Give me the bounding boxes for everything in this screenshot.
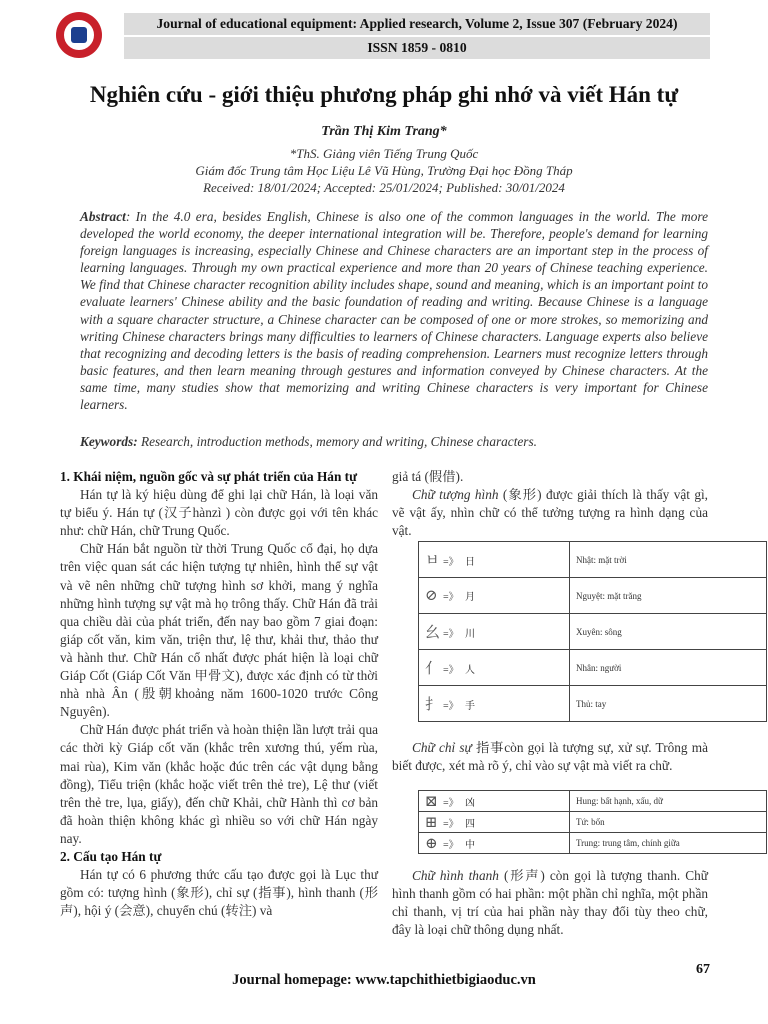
glyph-cell xyxy=(419,650,570,686)
right-column-mid xyxy=(392,739,708,775)
table-row xyxy=(419,614,767,650)
continued-text: giả tá (假借). xyxy=(392,469,464,484)
ancient-glyph-icon: ⊕ xyxy=(425,835,438,852)
ancient-glyph-icon: ⺅ xyxy=(425,661,441,677)
modern-character: 手 xyxy=(465,701,475,712)
meaning-cell: Hung: bất hạnh, xấu, dữ xyxy=(570,791,767,812)
right-column-bottom xyxy=(392,867,708,939)
abstract-text: : In the 4.0 era, besides English, Chinese is also one of the common languages in the world. The more developed the world economy, the deeper international integration will be. Therefore, people's demand for learning foreign languages is increasing, especially Chinese and Chinese characters are an important step in the process of learning languages. Through my own practical experience and more than 20 years of Chinese teaching experience. We find that Chinese character recognition ability includes shape, sound and meaning, which is an important point to evaluate learners' Chinese ability and the basic foundation of reading and writing. Because Chinese is a language with a square character structure, a Chinese character can be composed of one or more strokes, so memorizing and writing Chinese characters brings many difficulties to learners of Chinese characters. Language experts also believe that recognizing and decoding letters is the basis of reading comprehension. Learners must recognize letters through basic features, and then learn meaning through gestures and information conveyed by Chinese characters. At the same time, many studies show that memorizing and writing Chinese characters is very important for Chinese learners. xyxy=(80,209,708,413)
journal-homepage: Journal homepage: www.tapchithietbigiaoduc.vn xyxy=(232,972,536,988)
meaning-cell: Nguyệt: mặt trăng xyxy=(570,578,767,614)
left-column xyxy=(60,468,378,920)
table-row xyxy=(419,833,767,854)
ancient-glyph-icon: ⺘ xyxy=(425,697,441,713)
table-row xyxy=(419,791,767,812)
author-name: Trần Thị Kim Trang* xyxy=(321,124,447,139)
meaning-cell: Xuyên: sông xyxy=(570,614,767,650)
glyph-cell xyxy=(419,578,570,614)
paragraph-tuong-hinh: Chữ tượng hình (象形) được giải thích là thấy vật gì, vẽ vật ấy, nhìn chữ có thể tưởng tượng ra hình dạng của vật. xyxy=(392,487,708,539)
section-heading-2: 2. Cấu tạo Hán tự xyxy=(60,848,162,864)
arrow-label: =》 xyxy=(443,629,459,640)
article-title: Nghiên cứu - giới thiệu phương pháp ghi nhớ và viết Hán tự xyxy=(89,82,679,107)
logo-emblem-icon xyxy=(62,18,96,52)
glyph-cell xyxy=(419,686,570,722)
arrow-label: =》 xyxy=(443,557,459,568)
ancient-glyph-icon: ⊘ xyxy=(425,588,438,604)
issn-bar: ISSN 1859 - 0810 xyxy=(124,37,710,59)
ancient-glyph-icon: ⊞ xyxy=(425,814,438,831)
journal-logo xyxy=(56,12,102,58)
ancient-glyph-icon: ⺓ xyxy=(425,625,441,641)
keywords-label: Keywords: xyxy=(80,434,138,449)
table-row xyxy=(419,542,767,578)
modern-character: 川 xyxy=(465,629,475,640)
glyph-cell xyxy=(419,812,570,833)
right-column-top xyxy=(392,468,708,540)
term-chi-su: Chữ chỉ sự xyxy=(412,740,472,755)
paragraph: Hán tự có 6 phương thức cấu tạo được gọi là Lục thư gồm có: tượng hình (象形), chỉ sự (指事), hình thanh (形声), hội ý (会意), chuyển chú (转注) và xyxy=(60,867,378,919)
modern-character: 人 xyxy=(465,665,475,676)
indicative-table xyxy=(418,790,767,854)
journal-citation-bar: Journal of educational equipment: Applied research, Volume 2, Issue 307 (February 2024) xyxy=(124,13,710,35)
modern-character: 日 xyxy=(465,557,475,568)
arrow-label: =》 xyxy=(443,701,459,712)
meaning-cell: Nhật: mặt trời xyxy=(570,542,767,578)
article-dates: Received: 18/01/2024; Accepted: 25/01/2024; Published: 30/01/2024 xyxy=(203,180,565,195)
section-heading-1: 1. Khái niệm, nguồn gốc và sự phát triển của Hán tự xyxy=(60,469,358,484)
paragraph-chi-su: Chữ chỉ sự 指事còn gọi là tượng sự, xử sự. Trông mà biết được, xét mà rõ ý, chỉ vào sự vật mà viết ra chữ. xyxy=(392,740,708,774)
keywords-text: Research, introduction methods, memory and writing, Chinese characters. xyxy=(137,434,537,449)
page-number: 67 xyxy=(696,962,710,977)
glyph-cell xyxy=(419,614,570,650)
abstract-label: Abstract xyxy=(80,209,126,224)
meaning-cell: Thủ: tay xyxy=(570,686,767,722)
modern-character: 月 xyxy=(465,592,475,603)
affiliation-line-2: Giám đốc Trung tâm Học Liệu Lê Vũ Hùng, Trường Đại học Đồng Tháp xyxy=(195,163,573,178)
table-row xyxy=(419,812,767,833)
arrow-label: =》 xyxy=(443,797,459,809)
arrow-label: =》 xyxy=(443,665,459,676)
modern-character: 四 xyxy=(465,818,475,830)
modern-character: 中 xyxy=(465,839,475,851)
term-hinh-thanh: Chữ hình thanh xyxy=(412,868,499,883)
ancient-glyph-icon: ㅂ xyxy=(425,553,440,569)
term-tuong-hinh: Chữ tượng hình xyxy=(412,487,499,503)
table-row xyxy=(419,686,767,722)
table-row xyxy=(419,650,767,686)
meaning-cell: Nhân: người xyxy=(570,650,767,686)
meaning-cell: Trung: trung tâm, chính giữa xyxy=(570,833,767,854)
arrow-label: =》 xyxy=(443,592,459,603)
modern-character: 凶 xyxy=(465,797,475,809)
paragraph-hinh-thanh: Chữ hình thanh (形声) còn gọi là tượng thanh. Chữ hình thanh gồm có hai phần: một phần chỉ nghĩa, một phần chỉ thanh, vị trí của hai phần này thay đổi tùy theo chữ, đây là loại chữ thông dụng nhất. xyxy=(392,868,708,938)
paragraph: Hán tự là ký hiệu dùng để ghi lại chữ Hán, là loại văn tự biểu ý. Hán tự (汉子hànzì ) còn được gọi với tên khác như: chữ Hán, chữ Trung Quốc. xyxy=(60,487,378,539)
arrow-label: =》 xyxy=(443,839,459,851)
keywords xyxy=(80,434,708,450)
abstract xyxy=(80,208,708,413)
pictograph-table xyxy=(418,541,767,722)
paragraph: Chữ Hán bắt nguồn từ thời Trung Quốc cổ đại, họ dựa trên việc quan sát các hiện tượng tự nhiên, hình thể sự vật và vẽ nên những chữ tượng hình sơ khởi, mang ý nghĩa những hình tượng sự vật mà họ trông thấy. Chữ Hán đã trải qua chiều dài của phát triển, đến nay bao gồm 7 giai đoạn: giáp cốt văn, kim văn, triện thư, lệ thư, khải thư, thảo thư và hành thư. Chữ Hán cổ nhất được phát hiện là loại chữ Giáp Cốt (Giáp Cốt Văn 甲骨文), được xác định có từ thời nhà nhà Ân (殷朝khoảng năm 1600-1020 trước Công Nguyên). xyxy=(60,541,378,720)
arrow-label: =》 xyxy=(443,818,459,830)
paragraph: Chữ Hán được phát triển và hoàn thiện lần lượt trải qua các thời kỳ Giáp cốt văn (khắc trên xương thú, yếm rùa, mai rùa), Kim văn (khắc hoặc đúc trên các vật dụng bằng đồng), Tiểu triện (khắc hoặc viết trên thẻ tre), Lệ thư (viết trên thẻ tre, lụa, giấy), đến chữ Khải, chữ Hành thì cơ bản đã hoàn thiện không khác gì nhiều so với chữ Hán ngày nay. xyxy=(60,722,378,846)
glyph-cell xyxy=(419,791,570,812)
ancient-glyph-icon: ⊠ xyxy=(425,793,438,810)
glyph-cell xyxy=(419,542,570,578)
glyph-cell xyxy=(419,833,570,854)
table-row xyxy=(419,578,767,614)
meaning-cell: Tứ: bốn xyxy=(570,812,767,833)
affiliation-line-1: *ThS. Giảng viên Tiếng Trung Quốc xyxy=(289,146,479,161)
